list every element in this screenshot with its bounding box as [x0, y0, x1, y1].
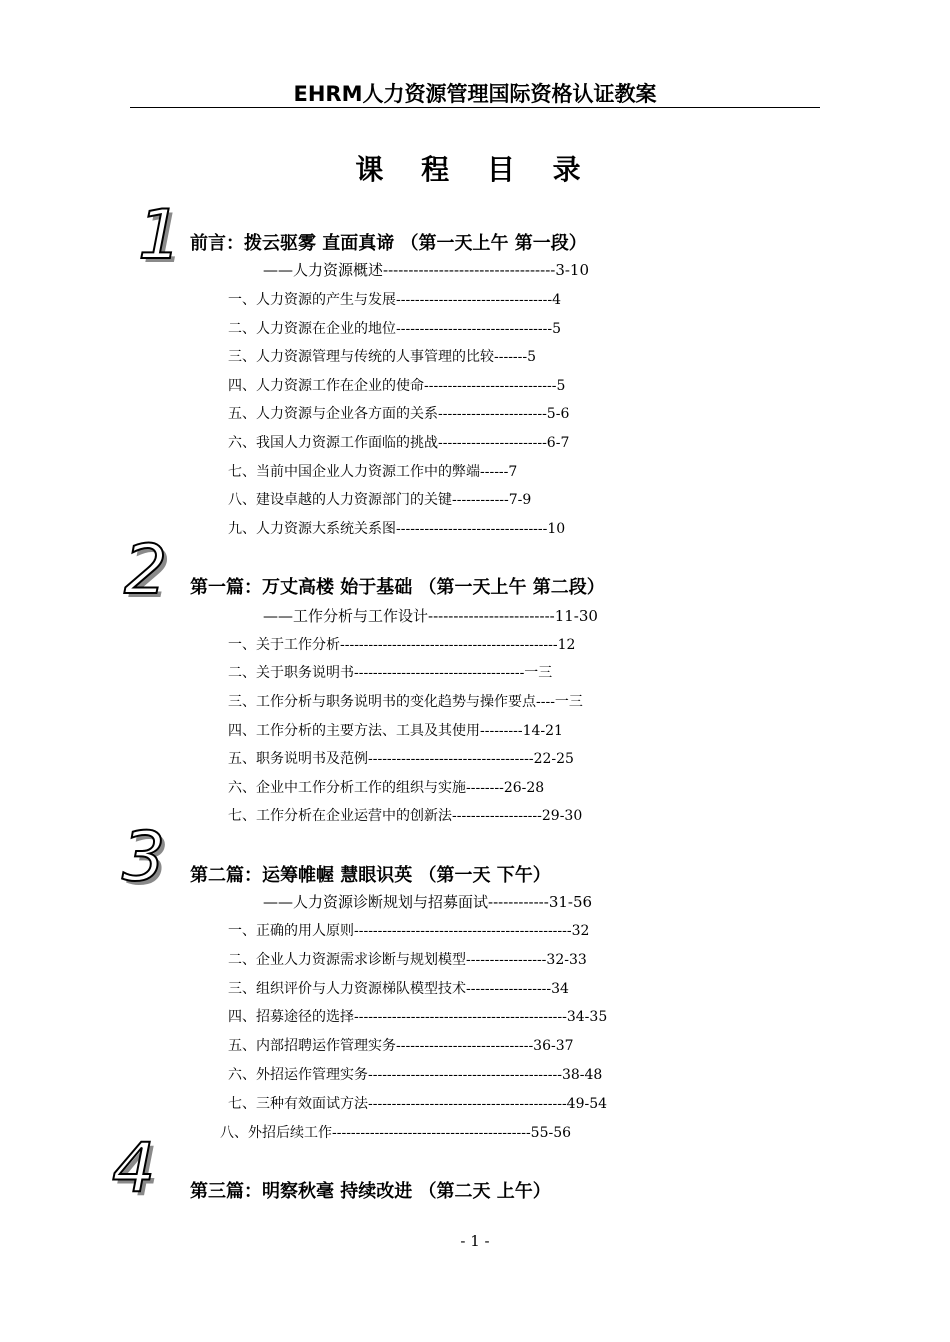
toc-entry[interactable]: 五、人力资源与企业各方面的关系-----------------------5-6 [228, 406, 570, 422]
chapter-2-title: 第一篇：万丈高楼 始于基础 （第一天上午 第二段） [190, 577, 605, 598]
chapter-3-title: 第二篇：运筹帷幄 慧眼识英 （第一天 下午） [190, 865, 551, 886]
toc-entry[interactable]: 四、人力资源工作在企业的使命----------------------------5 [228, 378, 566, 394]
toc-entry[interactable]: 五、内部招聘运作管理实务-----------------------------36-37 [228, 1038, 574, 1054]
toc-entry[interactable]: 四、工作分析的主要方法、工具及其使用---------14-21 [228, 723, 563, 739]
toc-entry[interactable]: 七、三种有效面试方法------------------------------------------49-54 [228, 1096, 608, 1112]
chapter-1-title: 前言：拨云驱雾 直面真谛 （第一天上午 第一段） [190, 233, 587, 254]
chapter-3-number: 3 [122, 818, 166, 897]
chapter-2-subtitle: ——工作分析与工作设计-------------------------11-30 [263, 607, 598, 625]
toc-entry[interactable]: 六、外招运作管理实务-----------------------------------------38-48 [228, 1067, 603, 1083]
toc-entry[interactable]: 一、人力资源的产生与发展---------------------------------4 [228, 292, 562, 308]
toc-entry[interactable]: 二、关于职务说明书------------------------------------一三 [228, 665, 553, 681]
chapter-1-number: 1 [138, 196, 182, 275]
toc-entry[interactable]: 六、我国人力资源工作面临的挑战-----------------------6-7 [228, 435, 570, 451]
toc-entry[interactable]: 七、工作分析在企业运营中的创新法-------------------29-30 [228, 808, 583, 824]
toc-entry[interactable]: 三、工作分析与职务说明书的变化趋势与操作要点----一三 [228, 694, 583, 710]
toc-entry[interactable]: 二、企业人力资源需求诊断与规划模型-----------------32-33 [228, 952, 587, 968]
header-divider [130, 107, 820, 108]
chapter-1-subtitle: ——人力资源概述----------------------------------3-10 [263, 261, 590, 279]
chapter-4-title: 第三篇：明察秋毫 持续改进 （第二天 上午） [190, 1181, 551, 1202]
toc-entry[interactable]: 五、职务说明书及范例-----------------------------------22-25 [228, 751, 574, 767]
toc-entry[interactable]: 三、人力资源管理与传统的人事管理的比较-------5 [228, 349, 537, 365]
toc-entry[interactable]: 六、企业中工作分析工作的组织与实施--------26-28 [228, 780, 545, 796]
page-header-title: EHRM人力资源管理国际资格认证教案 [293, 82, 657, 106]
chapter-3-subtitle: ——人力资源诊断规划与招募面试------------31-56 [263, 893, 593, 911]
toc-entry[interactable]: 一、关于工作分析----------------------------------------------12 [228, 637, 576, 653]
toc-entry[interactable]: 二、人力资源在企业的地位---------------------------------5 [228, 321, 562, 337]
toc-entry[interactable]: 九、人力资源大系统关系图--------------------------------10 [228, 521, 566, 537]
toc-entry[interactable]: 四、招募途径的选择---------------------------------------------34-35 [228, 1009, 608, 1025]
toc-entry[interactable]: 八、建设卓越的人力资源部门的关键------------7-9 [228, 492, 532, 508]
chapter-2-number: 2 [124, 531, 168, 610]
toc-entry[interactable]: 七、当前中国企业人力资源工作中的弊端------7 [228, 464, 518, 480]
page-number: - 1 - [460, 1232, 490, 1250]
toc-entry[interactable]: 一、正确的用人原则----------------------------------------------32 [228, 923, 590, 939]
chapter-4-number: 4 [112, 1129, 156, 1208]
toc-entry[interactable]: 八、外招后续工作------------------------------------------55-56 [220, 1125, 572, 1141]
toc-entry[interactable]: 三、组织评价与人力资源梯队模型技术------------------34 [228, 981, 569, 997]
toc-title: 课 程 目 录 [355, 153, 595, 186]
